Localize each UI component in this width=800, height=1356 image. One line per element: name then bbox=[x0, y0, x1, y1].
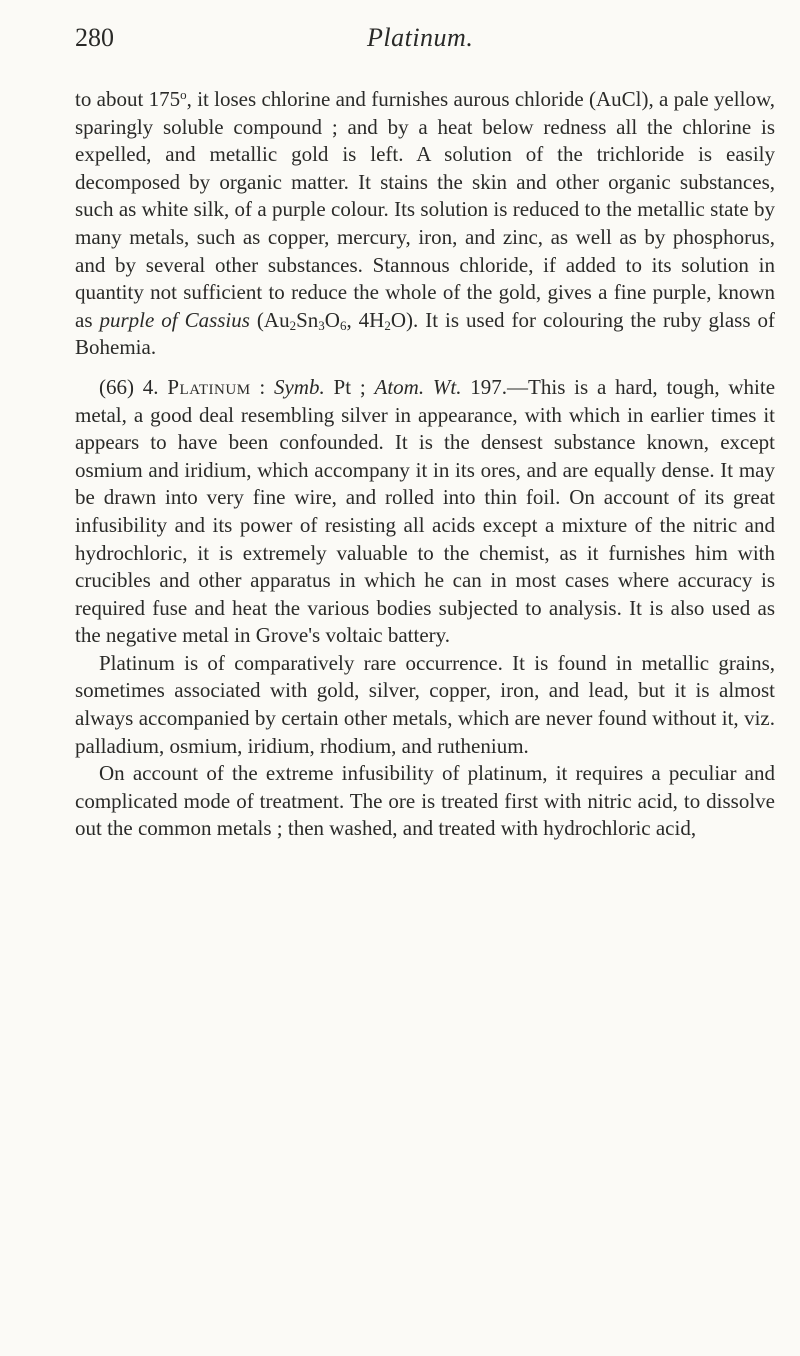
formula-part: (Au bbox=[249, 307, 290, 332]
formula-part: , 4H bbox=[346, 307, 385, 332]
text-run: to about 175 bbox=[75, 87, 181, 111]
text-run: O). It is used for colouring the ruby glass of Bohemia. bbox=[75, 307, 775, 360]
formula-part: Sn bbox=[296, 307, 319, 332]
page-number: 280 bbox=[75, 23, 114, 52]
formula-subscript: 3 bbox=[318, 317, 325, 333]
occurrence-paragraph: Platinum is of comparatively rare occurrence. It is found in metallic grains, sometimes associated with gold, silver, copper, iron, and lead, but it is almost always accompanied by certain other metals, which are never found without it, viz. palladium, osmium, iridium, rhodium, and ruthenium. bbox=[75, 650, 775, 758]
platinum-entry-paragraph: (66) 4. Platinum : Symb. Pt ; Atom. Wt. 197.—This is a hard, tough, white metal, a good deal resembling silver in appearance, with which in earlier times it appears to have been confounded. It is the densest substance known, except osmium and iridium, which accompany it in its ores, and are equally dense. It may be drawn into very fine wire, and rolled into thin foil. On account of its great infusibility and its power of resisting all acids except a mixture of the nitric and hydrochloric, it is extremely valuable to the chemist, as it furnishes him with crucibles and other apparatus in which he can in most cases where accuracy is required fuse and heat the various bodies subjected to analysis. It is also used as the negative metal in Grove's voltaic battery. bbox=[75, 374, 776, 648]
purple-of-cassius-term: purple of Cassius bbox=[99, 307, 250, 332]
symbol-label: Symb. bbox=[273, 374, 325, 399]
running-header bbox=[75, 20, 775, 56]
section-number: (66) 4. bbox=[99, 374, 159, 399]
atomic-weight-label: Atom. Wt. bbox=[374, 374, 462, 399]
formula-subscript: 6 bbox=[339, 317, 347, 333]
formula-subscript: 2 bbox=[289, 317, 297, 333]
formula-subscript: 2 bbox=[384, 317, 391, 333]
gold-paragraph bbox=[75, 86, 775, 362]
running-title: Platinum. bbox=[367, 23, 474, 52]
degree-mark: o bbox=[180, 87, 187, 102]
body-text bbox=[75, 86, 775, 843]
treatment-paragraph: On account of the extreme infusibility of platinum, it requires a peculiar and complicated mode of treatment. The ore is treated first with nitric acid, to dissolve out the common metals ; then washed, and treated with hydrochloric acid, bbox=[75, 761, 775, 841]
entry-text: —This is a hard, tough, white metal, a good deal resembling silver in appearance, with which in earlier times it appears to have been confounded. It is the densest substance known, except osmium and iridium, which accompany it in its ores, and are equally dense. It may be drawn into very fine wire, and rolled into thin foil. On account of its great infusibility and its power of resisting all acids except a mixture of the nitric and hydrochloric, it is extremely valuable to the chemist, as it furnishes him with crucibles and other apparatus in which he can in most cases where accuracy is required fuse and heat the various bodies subjected to analysis. It is also used as the negative metal in Grove's voltaic battery. bbox=[75, 374, 776, 648]
atomic-weight-value: 197. bbox=[470, 374, 508, 399]
book-page bbox=[75, 20, 775, 843]
text-run: , it loses chlorine and furnishes aurous chloride (AuCl), a pale yellow, sparingly soluble compound ; and by a heat below redness all the chlorine is expelled, and metallic gold is left. A solution of the trichloride is easily decomposed by organic matter. It stains the skin and other organic substances, such as white silk, of a purple colour. Its solution is reduced to the metallic state by many metals, such as copper, mercury, iron, and zinc, as well as by phosphorus, and by several other substances. Stannous chloride, if added to its solution in quantity not sufficient to reduce the whole of the gold, gives a fine purple, known as bbox=[75, 87, 775, 332]
element-symbol: Pt ; bbox=[333, 374, 366, 399]
formula-part: O bbox=[324, 307, 340, 332]
element-name: Platinum bbox=[167, 374, 251, 399]
